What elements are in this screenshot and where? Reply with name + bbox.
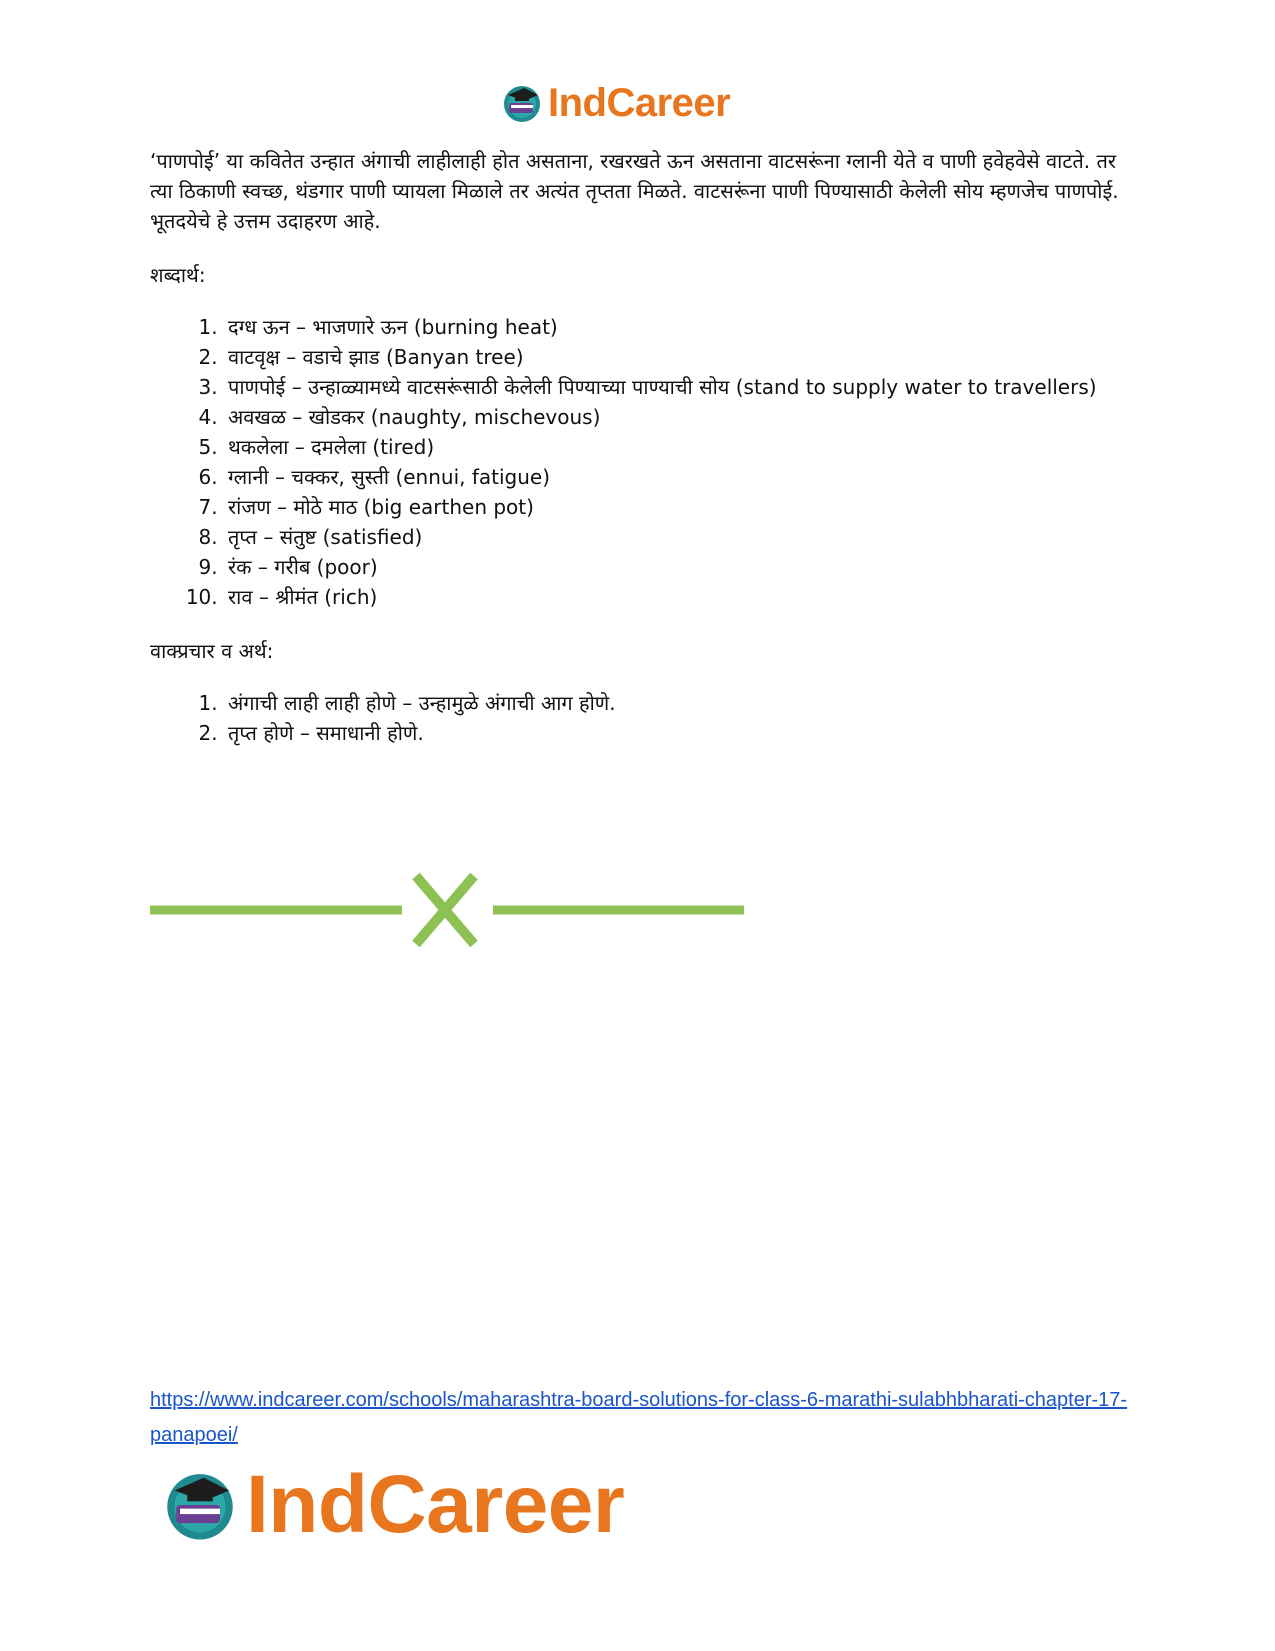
source-link[interactable]: https://www.indcareer.com/schools/maharashtra-board-solutions-for-class-6-marathi-sulabhbharati-chapter-17-panapoei/	[150, 1389, 1128, 1446]
list-item: 2. तृप्त होणे – समाधानी होणे.	[224, 718, 1130, 748]
list-item: 1. अंगाची लाही लाही होणे – उन्हामुळे अंगाची आग होणे.	[224, 688, 1130, 718]
list-item: 7. रांजण – मोठे माठ (big earthen pot)	[224, 492, 1130, 522]
vocab-heading: शब्दार्थ:	[150, 263, 206, 287]
phrases-heading: वाक्प्रचार व अर्थ:	[150, 639, 274, 663]
brand-name: IndCareer	[246, 1459, 625, 1550]
list-item: 10. राव – श्रीमंत (rich)	[224, 582, 1130, 612]
list-item: 5. थकलेला – दमलेला (tired)	[224, 432, 1130, 462]
phrases-list	[150, 688, 1130, 748]
list-item: 3. पाणपोई – उन्हाळ्यामध्ये वाटसरूंसाठी केलेली पिण्याच्या पाण्याची सोय (stand to supply water to travellers)	[224, 372, 1130, 402]
intro-paragraph: ‘पाणपोई’ या कवितेत उन्हात अंगाची लाहीलाही होत असताना, रखरखते ऊन असताना वाटसरूंना ग्लानी येते व पाणी हवेहवेसे वाटते. तर त्या ठिकाणी स्वच्छ, थंडगार पाणी प्यायला मिळाले तर अत्यंत तृप्तता मिळते. वाटसरूंना पाणी पिण्यासाठी केलेली सोय म्हणजेच पाणपोई. भूतदयेचे हे उत्तम उदाहरण आहे.	[150, 149, 1119, 233]
section-divider	[150, 870, 750, 950]
list-item: 6. ग्लानी – चक्कर, सुस्ती (ennui, fatigue)	[224, 462, 1130, 492]
graduation-book-icon	[500, 81, 544, 125]
list-item: 8. तृप्त – संतुष्ट (satisfied)	[224, 522, 1130, 552]
list-item: 2. वाटवृक्ष – वडाचे झाड (Banyan tree)	[224, 342, 1130, 372]
list-item: 9. रंक – गरीब (poor)	[224, 552, 1130, 582]
list-item: 1. दग्ध ऊन – भाजणारे ऊन (burning heat)	[224, 312, 1130, 342]
source-link-block	[150, 1383, 1130, 1453]
list-item: 4. अवखळ – खोडकर (naughty, mischevous)	[224, 402, 1130, 432]
vocab-list	[150, 312, 1130, 612]
main-content	[150, 146, 1130, 772]
graduation-book-icon	[160, 1465, 240, 1545]
brand-name: IndCareer	[548, 80, 731, 125]
brand-logo-bottom	[160, 1460, 624, 1550]
brand-logo-top	[500, 78, 730, 128]
